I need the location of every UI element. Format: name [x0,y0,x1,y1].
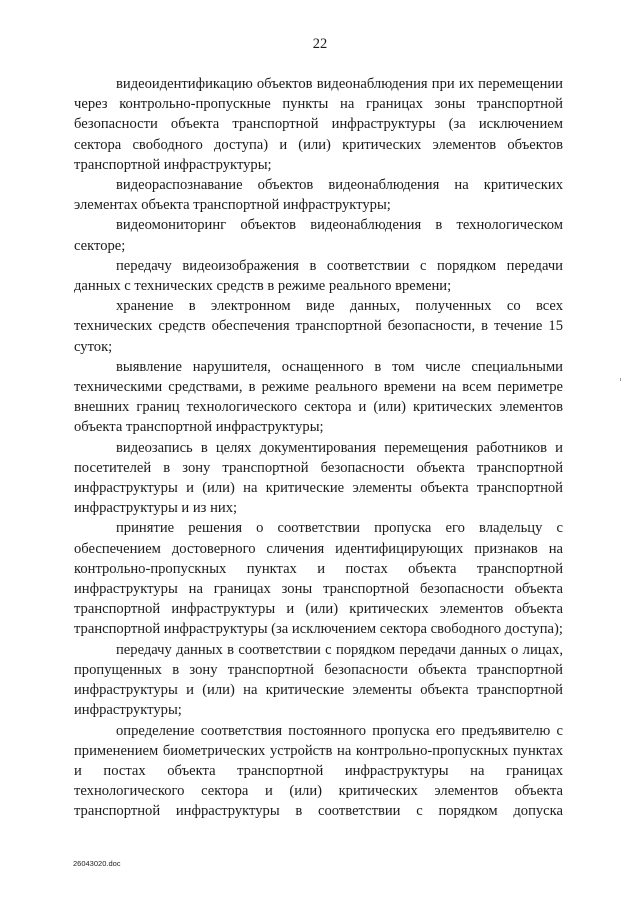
document-body [74,74,563,822]
paragraph-data-transfer: передачу данных в соответствии с порядком передачи данных о лицах, пропущенных в зону транспортной безопасности объекта транспортной инфраструктуры и (или) на критические элементы объекта транспортной инфраструктуры; [74,641,563,719]
paragraph-video-recording: видеозапись в целях документирования перемещения работников и посетителей в зону транспортной безопасности объекта транспортной инфраструктуры и (или) на критические элементы объекта транспортной инфраструктуры и из них; [74,439,563,517]
paragraph-data-storage: хранение в электронном виде данных, полученных со всех технических средств обеспечения транспортной безопасности, в течение 15 суток; [74,298,563,355]
paragraph-video-recognition: видеораспознавание объектов видеонаблюдения на критических элементах объекта транспортной инфраструктуры; [74,177,563,214]
paragraph-video-monitoring: видеомониторинг объектов видеонаблюдения в технологическом секторе; [74,217,563,254]
footer-file-code: 26043020.doc [73,859,121,868]
scan-mark [620,378,621,381]
paragraph-pass-verification: принятие решения о соответствии пропуска его владельцу с обеспечением достоверного сличения идентифицирующих признаков на контрольно-пропускных пунктах и постах объекта транспортной инфраструктуры на границах зоны транспортной безопасности объекта транспортной инфраструктуры и (или) критических элементов объекта транспортной инфраструктуры (за исключением сектора свободного доступа); [74,520,563,638]
paragraph-video-transmission: передачу видеоизображения в соответствии с порядком передачи данных с технических средств в режиме реального времени; [74,257,563,295]
page-number: 22 [312,36,328,52]
paragraph-biometric-check: определение соответствия постоянного пропуска его предъявителю с применением биометрических устройств на контрольно-пропускных пунктах и постах объекта транспортной инфраструктуры на границах технологического сектора и (или) критических элементов объекта транспортной инфраструктуры в соответствии с порядком допуска [74,722,563,820]
paragraph-video-identification: видеоидентификацию объектов видеонаблюдения при их перемещении через контрольно-пропускные пункты на границах зоны транспортной безопасности объекта транспортной инфраструктуры (за исключением сектора свободного доступа) и (или) критических элементов объектов транспортной инфраструктуры; [74,76,563,173]
paragraph-intruder-detection: выявление нарушителя, оснащенного в том числе специальными техническими средствами, в режиме реального времени на всем периметре внешних границ технологического сектора и (или) критических элементов объекта транспортной инфраструктуры; [74,358,563,436]
